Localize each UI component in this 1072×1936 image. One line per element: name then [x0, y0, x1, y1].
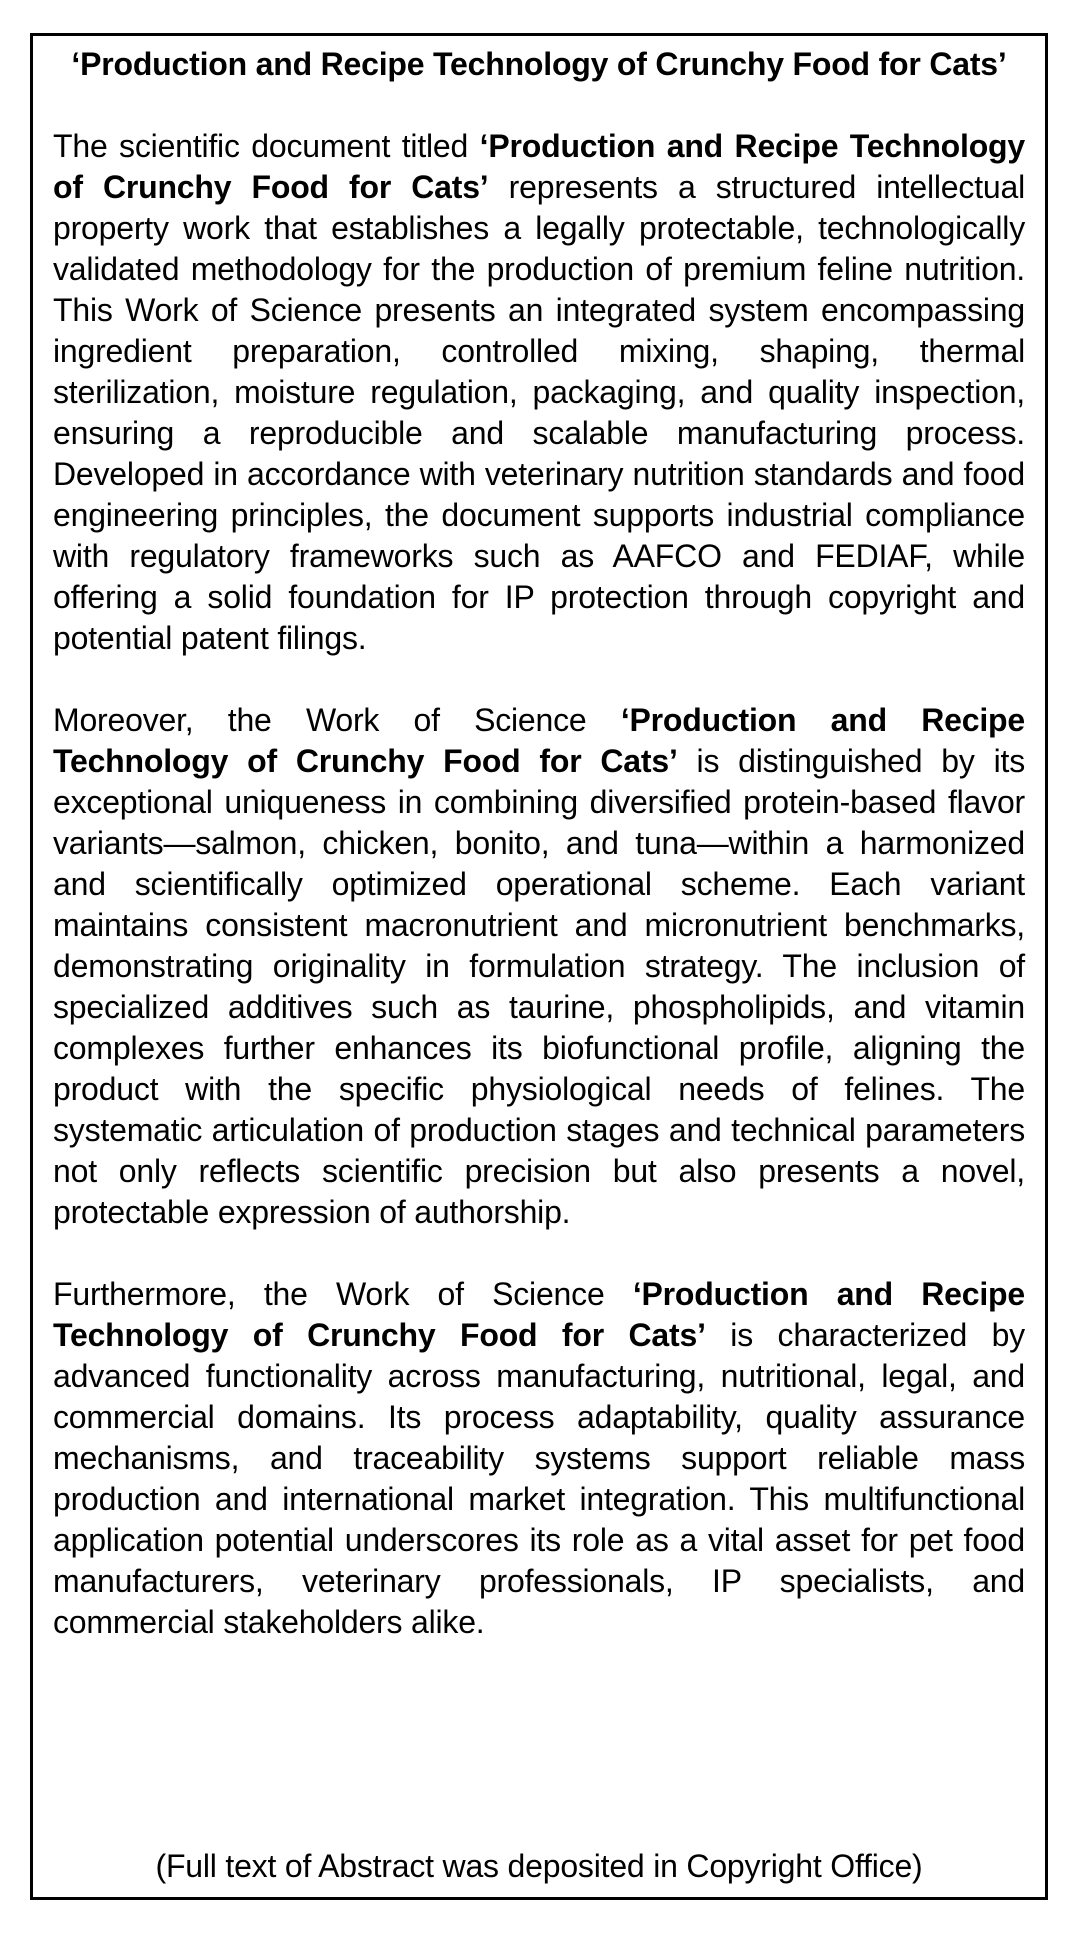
- paragraph-2-prefix: Moreover, the Work of Science: [53, 702, 621, 738]
- paragraph-3-work-title: ‘Production and Recipe Technology of Crunchy Food for Cats’: [53, 1276, 1025, 1353]
- paragraph-2-body: is distinguished by its exceptional uniqueness in combining diversified protein-based flavor variants—salmon, chicken, bonito, and tuna—within a harmonized and scientifically optimized operational scheme. Each variant maintains consistent macronutrient and micronutrient benchmarks, demonstrating originality in formulation strategy. The inclusion of specialized additives such as taurine, phospholipids, and vitamin complexes further enhances its biofunctional profile, aligning the product with the specific physiological needs of felines. The systematic articulation of production stages and technical parameters not only reflects scientific precision but also presents a novel, protectable expression of authorship.: [53, 743, 1025, 1230]
- paragraph-3-body: is characterized by advanced functionality across manufacturing, nutritional, legal, and commercial domains. Its process adaptability, quality assurance mechanisms, and traceability systems support reliable mass production and international market integration. This multifunctional application potential underscores its role as a vital asset for pet food manufacturers, veterinary professionals, IP specialists, and commercial stakeholders alike.: [53, 1317, 1025, 1640]
- paragraph-3-prefix: Furthermore, the Work of Science: [53, 1276, 633, 1312]
- abstract-paragraph-1: [53, 126, 1025, 659]
- abstract-paragraph-2: [53, 700, 1025, 1233]
- paragraph-2-work-title: ‘Production and Recipe Technology of Crunchy Food for Cats’: [53, 702, 1025, 779]
- abstract-paragraph-3: [53, 1274, 1025, 1643]
- copyright-deposit-note: (Full text of Abstract was deposited in Copyright Office): [155, 1848, 923, 1884]
- paragraph-1-prefix: The scientific document titled: [53, 128, 480, 164]
- paragraph-1-work-title: ‘Production and Recipe Technology of Crunchy Food for Cats’: [53, 128, 1025, 205]
- document-title: ‘Production and Recipe Technology of Crunchy Food for Cats’: [71, 46, 1007, 82]
- paragraph-1-body: represents a structured intellectual property work that establishes a legally protectable, technologically validated methodology for the production of premium feline nutrition. This Work of Science presents an integrated system encompassing ingredient preparation, controlled mixing, shaping, thermal sterilization, moisture regulation, packaging, and quality inspection, ensuring a reproducible and scalable manufacturing process. Developed in accordance with veterinary nutrition standards and food engineering principles, the document supports industrial compliance with regulatory frameworks such as AAFCO and FEDIAF, while offering a solid foundation for IP protection through copyright and potential patent filings.: [53, 169, 1025, 656]
- abstract-border-box: [30, 33, 1048, 1900]
